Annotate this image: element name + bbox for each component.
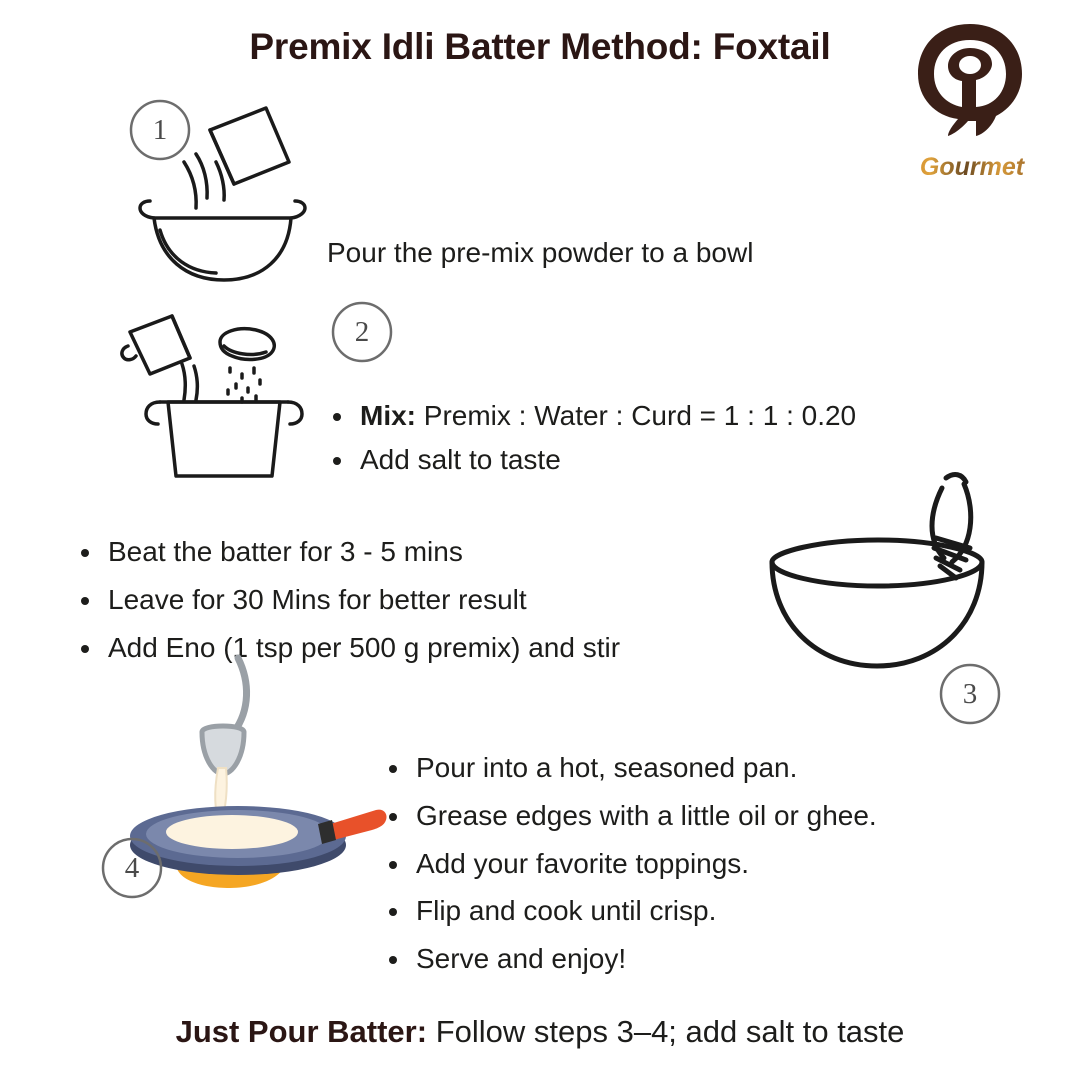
- footer-label: Just Pour Batter:: [175, 1014, 428, 1049]
- step-badge-2-number: 2: [354, 315, 370, 348]
- foxtail-gourmet-logo-mark-icon: [908, 18, 1034, 144]
- step-badge-1: [128, 98, 192, 162]
- step-badge-4: [100, 836, 164, 900]
- whisk-bowl-icon: [760, 470, 1010, 685]
- step-badge-2: [330, 300, 394, 364]
- step-2-text: [322, 398, 856, 478]
- list-item: • Flip and cook until crisp.: [412, 893, 877, 929]
- list-item: • Grease edges with a little oil or ghee.: [412, 798, 877, 834]
- footer-note: [0, 1014, 1080, 1050]
- mix-label: Mix:: [360, 400, 416, 431]
- mix-ratio: Premix : Water : Curd = 1 : 1 : 0.20: [423, 400, 857, 431]
- step-4-text: [378, 750, 877, 989]
- step-1-text: Pour the pre-mix powder to a bowl: [327, 237, 754, 268]
- list-item: [356, 398, 856, 434]
- page-title: Premix Idli Batter Method: Foxtail: [249, 26, 831, 67]
- pot-water-curd-icon: [120, 310, 320, 485]
- step-badge-3-number: 3: [962, 677, 978, 710]
- list-item: • Beat the batter for 3 - 5 mins: [104, 534, 620, 570]
- list-item: • Serve and enjoy!: [412, 941, 877, 977]
- step-badge-1-number: 1: [152, 113, 168, 146]
- list-item: • Add Eno (1 tsp per 500 g premix) and stir: [104, 630, 620, 666]
- list-item: • Add salt to taste: [356, 442, 856, 478]
- list-item: • Leave for 30 Mins for better result: [104, 582, 620, 618]
- footer-text: Follow steps 3–4; add salt to taste: [435, 1014, 905, 1049]
- step-badge-4-number: 4: [124, 851, 140, 884]
- list-item: • Pour into a hot, seasoned pan.: [412, 750, 877, 786]
- step-badge-3: [938, 662, 1002, 726]
- logo-wordmark: Gourmet: [902, 153, 1042, 182]
- brand-logo: [902, 18, 1042, 188]
- list-item: • Add your favorite toppings.: [412, 846, 877, 882]
